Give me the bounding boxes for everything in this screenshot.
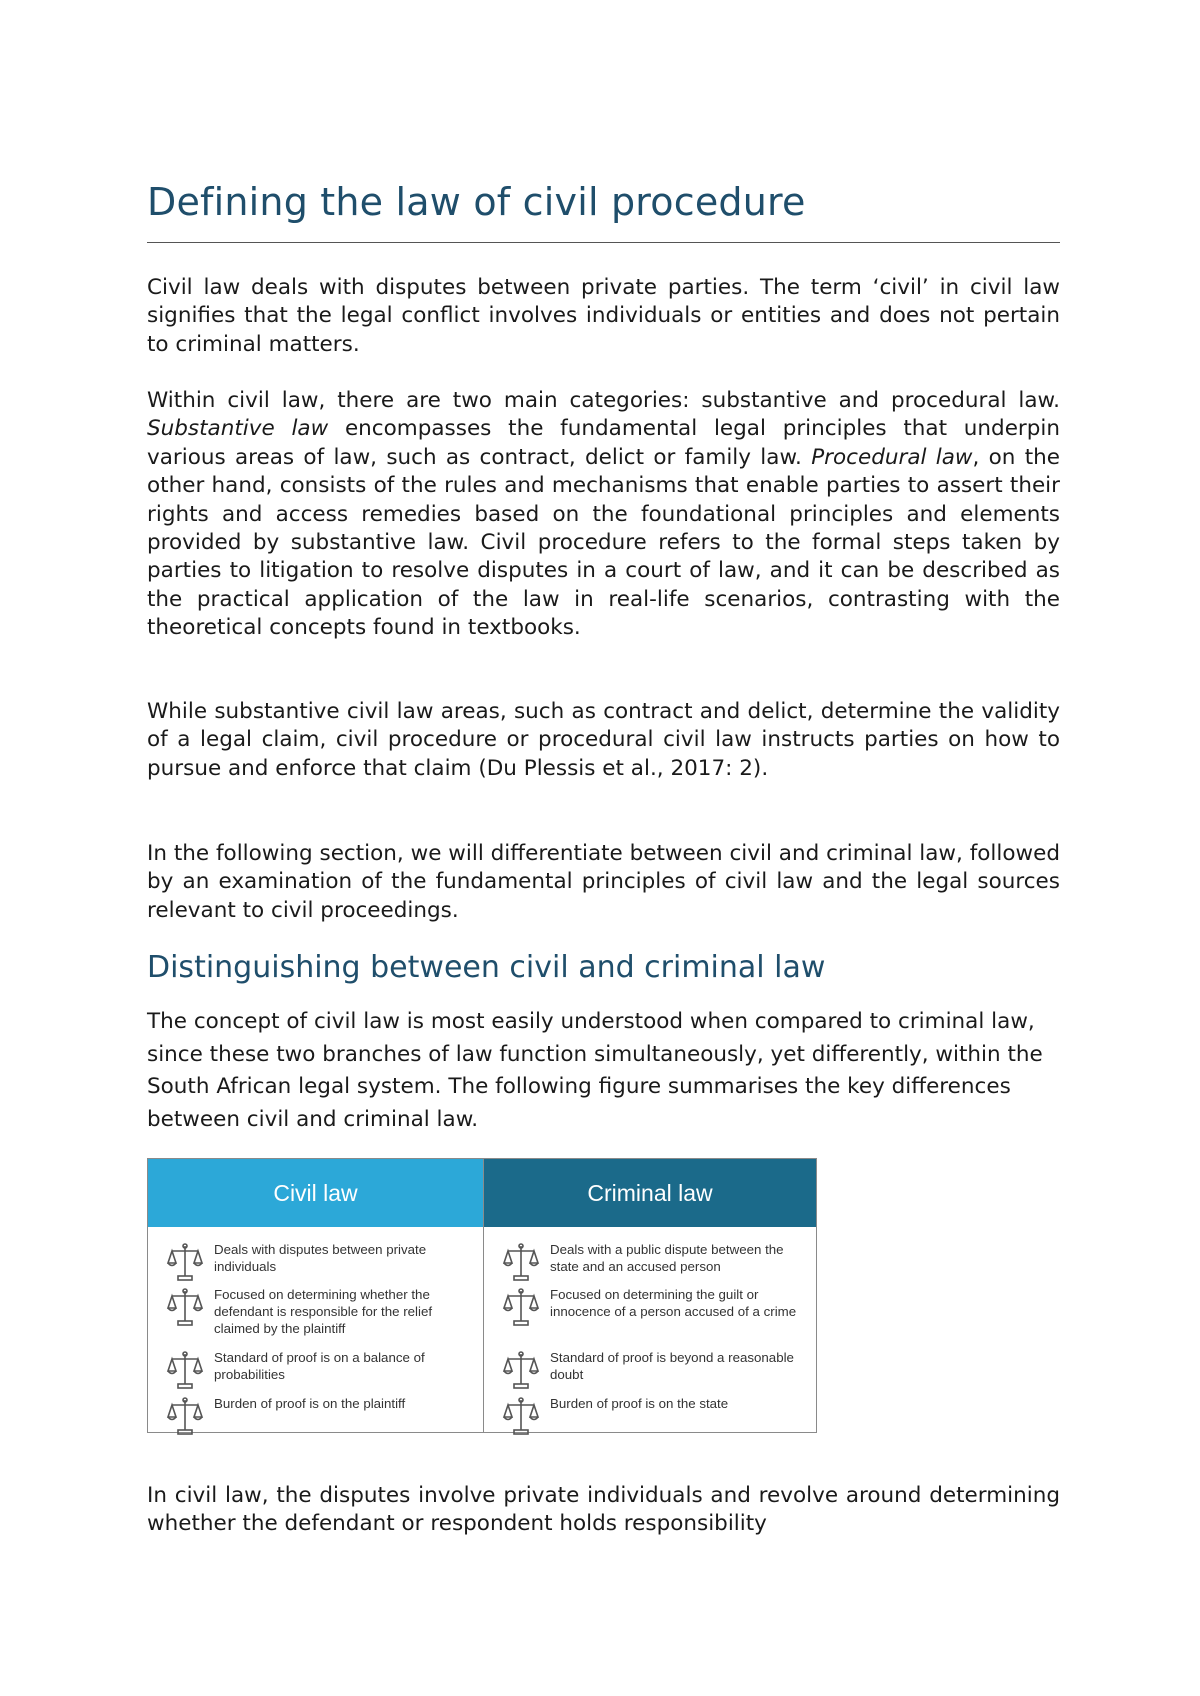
list-item	[166, 1395, 464, 1437]
scales-of-justice-icon	[502, 1349, 540, 1391]
item-text: Burden of proof is on the plaintiff	[214, 1396, 406, 1411]
item-text: Standard of proof is on a balance of probabilities	[214, 1350, 425, 1382]
item-text: Standard of proof is beyond a reasonable doubt	[550, 1350, 794, 1382]
list-item	[502, 1286, 800, 1328]
civil-law-header: Civil law	[148, 1159, 483, 1227]
item-text: Deals with a public dispute between the state and an accused person	[550, 1242, 784, 1274]
scales-of-justice-icon	[166, 1349, 204, 1391]
scales-of-justice-icon	[166, 1395, 204, 1437]
scales-of-justice-icon	[502, 1241, 540, 1283]
list-item	[166, 1241, 464, 1283]
scales-of-justice-icon	[502, 1395, 540, 1437]
criminal-law-column	[483, 1159, 816, 1432]
scales-of-justice-icon	[502, 1286, 540, 1328]
scales-of-justice-icon	[166, 1241, 204, 1283]
list-item	[502, 1395, 800, 1437]
paragraph-intro: Civil law deals with disputes between private parties. The term ‘civil’ in civil law signifies that the legal conflict involves individuals or entities and does not pertain to criminal matters.	[147, 275, 1060, 357]
item-text: Focused on determining the guilt or innocence of a person accused of a crime	[550, 1287, 797, 1319]
term-procedural-law: Procedural law	[811, 444, 973, 470]
paragraph-categories	[147, 387, 1060, 643]
paragraph-text: encompasses the fundamental legal principles that underpin various areas of law, such as contract, delict or family law.	[147, 416, 1061, 470]
scales-of-justice-icon	[166, 1286, 204, 1328]
title-divider	[147, 242, 1060, 243]
item-text: Focused on determining whether the defendant is responsible for the relief claimed by the plaintiff	[214, 1287, 433, 1336]
paragraph-text: , on the other hand, consists of the rules and mechanisms that enable parties to assert their rights and access remedies based on the foundational principles and elements provided by substantive law. Civil procedure refers to the formal steps taken by parties to litigation to resolve disputes in a court of law, and it can be described as the practical application of the law in real-life scenarios, contrasting with the theoretical concepts found in textbooks.	[147, 444, 1061, 641]
paragraph-civil-disputes: In civil law, the disputes involve private individuals and revolve around determining whether the defendant or respondent holds responsibility	[147, 1483, 1060, 1537]
civil-law-column	[148, 1159, 483, 1432]
page-title: Defining the law of civil procedure	[147, 180, 806, 224]
list-item	[502, 1349, 800, 1391]
paragraph-substantive-vs-procedural: While substantive civil law areas, such as contract and delict, determine the validity of a legal claim, civil procedure or procedural civil law instructs parties on how to pursue and enforce that claim (Du Plessis et al., 2017: 2).	[147, 699, 1060, 781]
paragraph-text: Within civil law, there are two main categories: substantive and procedural law.	[147, 388, 1060, 413]
list-item	[502, 1241, 800, 1283]
paragraph-next-section: In the following section, we will differentiate between civil and criminal law, followed by an examination of the fundamental principles of civil law and the legal sources relevant to civil proceedings.	[147, 841, 1060, 923]
item-text: Burden of proof is on the state	[550, 1396, 729, 1411]
term-substantive-law: Substantive law	[147, 416, 329, 442]
item-text: Deals with disputes between private individuals	[214, 1242, 427, 1274]
list-item	[166, 1286, 464, 1337]
civil-vs-criminal-figure	[147, 1158, 817, 1433]
criminal-law-header: Criminal law	[484, 1159, 816, 1227]
section-heading: Distinguishing between civil and criminal law	[147, 950, 826, 985]
list-item	[166, 1349, 464, 1391]
paragraph-comparison-intro: The concept of civil law is most easily understood when compared to criminal law, since these two branches of law function simultaneously, yet differently, within the South African legal system. The following figure summarises the key differences between civil and criminal law.	[147, 1009, 1043, 1132]
